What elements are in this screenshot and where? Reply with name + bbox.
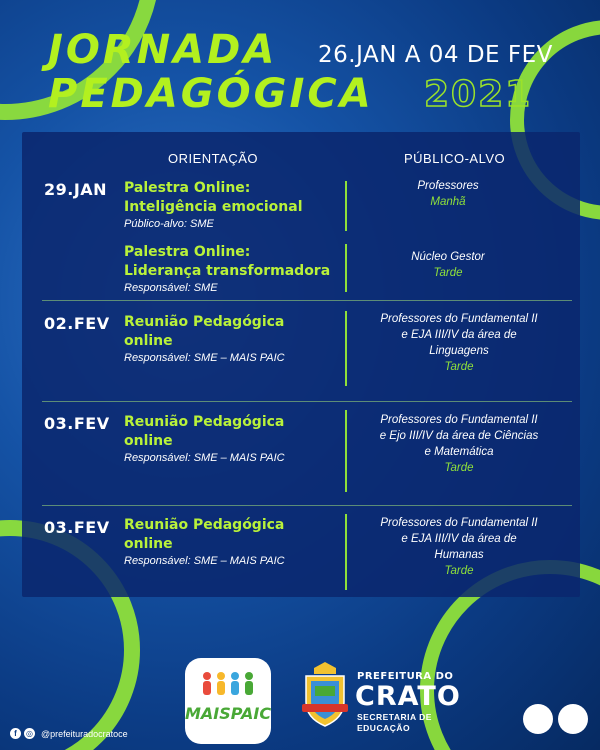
schedule-item — [124, 243, 330, 294]
period-text: Tarde — [444, 361, 474, 373]
crato-label: CRATO — [355, 681, 461, 712]
audience-block — [348, 515, 570, 580]
row-divider — [42, 505, 572, 506]
maispaic-text: MAISPAIC — [185, 704, 272, 723]
column-divider — [345, 311, 347, 386]
period-text: Tarde — [433, 267, 463, 279]
period-text: Tarde — [444, 462, 474, 474]
secretaria-label: SECRETARIA DE — [357, 712, 432, 722]
date-label: 03.FEV — [44, 414, 110, 433]
schedule-item — [124, 313, 285, 364]
title-line-2: PEDAGÓGICA — [48, 71, 374, 117]
maispaic-logo — [185, 658, 271, 744]
people-icon — [199, 670, 257, 702]
audience-text: e EJA III/IV da área de — [401, 533, 517, 545]
event-year: 2021 — [424, 74, 533, 115]
column-divider — [345, 514, 347, 590]
item-title: Reunião Pedagógica — [124, 414, 285, 430]
column-header-orientacao: ORIENTAÇÃO — [168, 151, 258, 166]
audience-text: Humanas — [434, 549, 484, 561]
prefeitura-label: PREFEITURA DO — [357, 671, 454, 682]
column-divider — [345, 410, 347, 492]
audience-block — [348, 311, 570, 376]
audience-text: Núcleo Gestor — [411, 251, 485, 263]
event-dates: 26.JAN A 04 DE FEV — [318, 42, 553, 68]
schedule-item — [124, 413, 285, 464]
audience-block — [350, 178, 546, 211]
item-title: Palestra Online: — [124, 244, 251, 260]
seal-badge-icon — [523, 704, 553, 734]
item-title: Reunião Pedagógica — [124, 517, 285, 533]
date-label: 03.FEV — [44, 518, 110, 537]
item-title: Liderança transformadora — [124, 263, 331, 279]
item-title: online — [124, 433, 173, 449]
social-handles — [10, 728, 128, 739]
audience-text: Professores do Fundamental II — [380, 414, 538, 426]
column-divider — [345, 244, 347, 292]
audience-text: Professores do Fundamental II — [380, 313, 538, 325]
title-line-1: JORNADA — [48, 27, 278, 73]
item-responsible: Responsável: SME — [124, 282, 218, 294]
facebook-icon: f — [10, 728, 21, 739]
item-title: Reunião Pedagógica — [124, 314, 285, 330]
schedule-item — [124, 179, 303, 230]
audience-text: Professores do Fundamental II — [380, 517, 538, 529]
audience-text: e Ejo III/IV da área de Ciências — [379, 430, 539, 442]
item-title: Inteligência emocional — [124, 199, 303, 215]
item-title: online — [124, 536, 173, 552]
column-header-publico-alvo: PÚBLICO-ALVO — [404, 151, 506, 166]
date-label: 02.FEV — [44, 314, 110, 333]
crato-crest-icon — [300, 660, 350, 730]
seal-badge-icon — [558, 704, 588, 734]
period-text: Tarde — [444, 565, 474, 577]
educacao-label: EDUCAÇÃO — [357, 723, 411, 733]
row-divider — [42, 401, 572, 402]
item-responsible: Responsável: SME – MAIS PAIC — [124, 452, 285, 464]
item-title: Palestra Online: — [124, 180, 251, 196]
item-title: online — [124, 333, 173, 349]
audience-text: Professores — [417, 180, 479, 192]
item-responsible: Responsável: SME – MAIS PAIC — [124, 352, 285, 364]
column-divider — [345, 181, 347, 231]
audience-block — [348, 412, 570, 477]
schedule-item — [124, 516, 285, 567]
date-label: 29.JAN — [44, 180, 108, 199]
item-responsible: Responsável: SME – MAIS PAIC — [124, 555, 285, 567]
instagram-icon: ◎ — [24, 728, 35, 739]
audience-text: e Matemática — [424, 446, 494, 458]
audience-block — [350, 249, 546, 282]
period-text: Manhã — [430, 196, 466, 208]
audience-text: e EJA III/IV da área de — [401, 329, 517, 341]
item-responsible: Público-alvo: SME — [124, 218, 214, 230]
audience-text: Linguagens — [429, 345, 489, 357]
social-handle: @prefeituradocratoce — [41, 728, 128, 739]
row-divider — [42, 300, 572, 301]
